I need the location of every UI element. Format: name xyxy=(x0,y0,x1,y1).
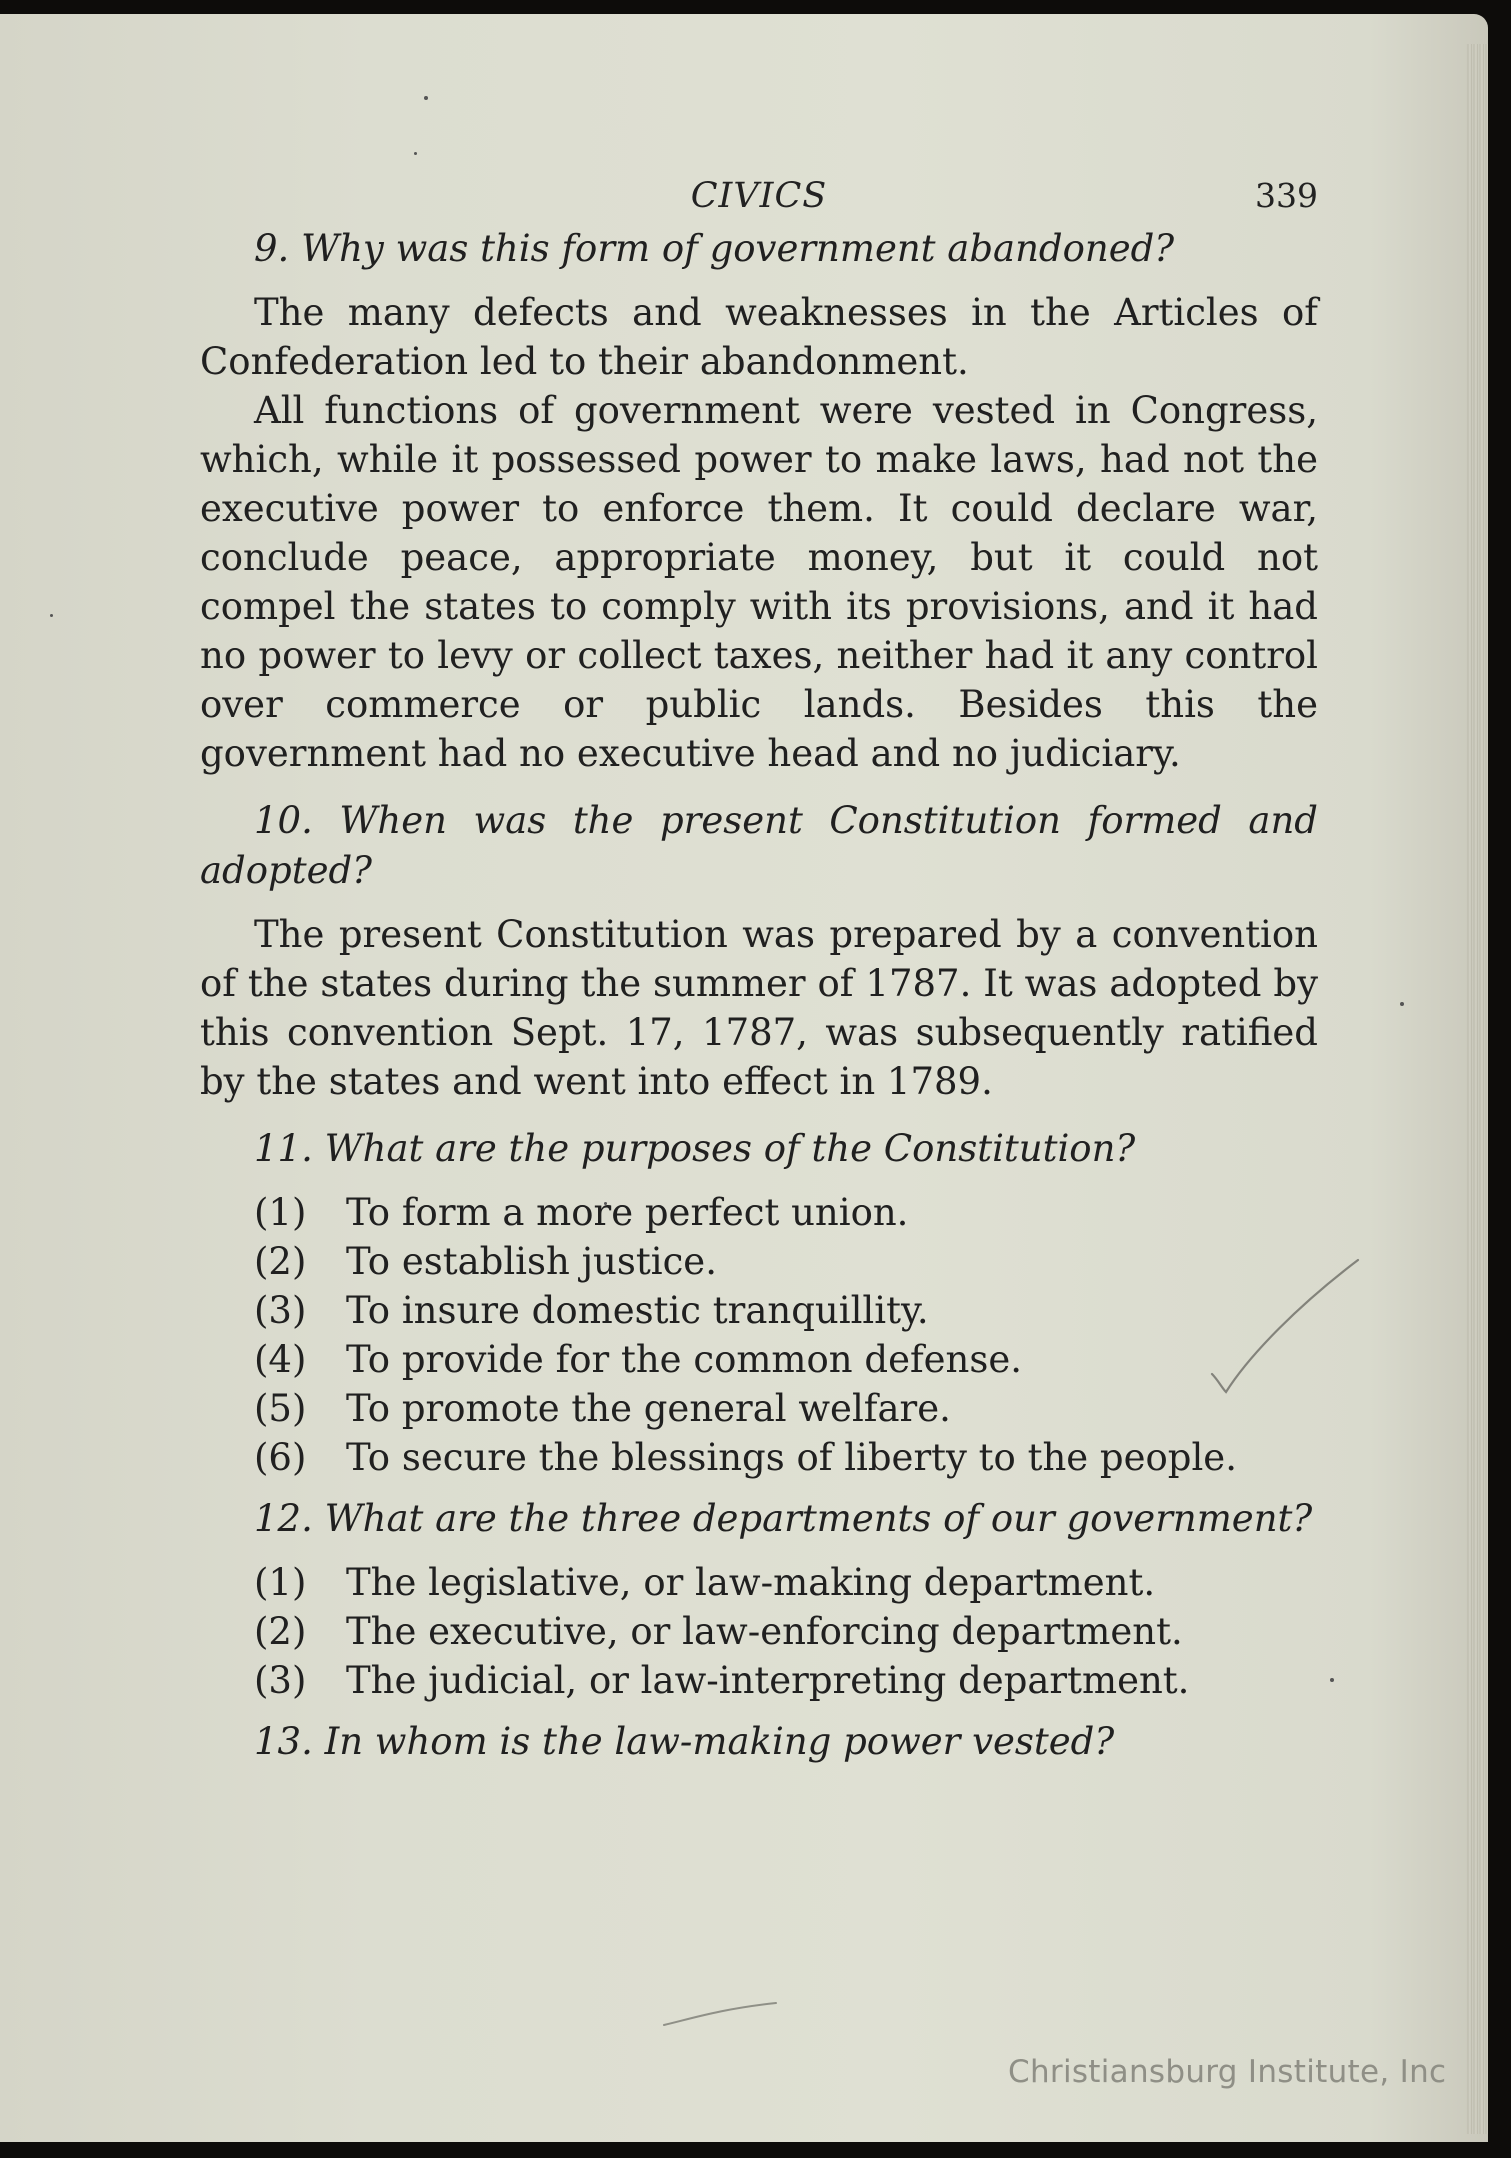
item-number: (3) xyxy=(254,1659,307,1702)
speck xyxy=(414,152,417,155)
item-number: (4) xyxy=(254,1338,307,1381)
list-item xyxy=(254,1335,1318,1384)
list-item xyxy=(254,1558,1318,1607)
question-10: 10. When was the present Constitution formed and adopted? xyxy=(200,799,1318,892)
answer-9-paragraph-2: All functions of government were vested in Congress, which, while it possessed power to make laws, had not the executive power to enforce them. It could declare war, conclude peace, appropriate money, but it could not compel the states to comply with its provisions, and it had no power to levy or collect taxes, neither had it any control over commerce or public lands. Besides this the government had no executive head and no judiciary. xyxy=(200,389,1318,775)
book-page xyxy=(0,14,1488,2142)
item-number: (6) xyxy=(254,1436,307,1479)
pencil-stroke-icon xyxy=(660,1999,780,2029)
item-number: (1) xyxy=(254,1561,307,1604)
purposes-list xyxy=(200,1188,1318,1482)
list-item xyxy=(254,1286,1318,1335)
page-content xyxy=(200,164,1318,1781)
speck xyxy=(1400,1002,1404,1006)
item-text: The judicial, or law-interpreting department. xyxy=(346,1659,1190,1702)
question-9: 9. Why was this form of government abandoned? xyxy=(254,227,1175,270)
item-text: To insure domestic tranquillity. xyxy=(346,1289,929,1332)
question-11: 11. What are the purposes of the Constitution? xyxy=(254,1127,1136,1170)
page-edge xyxy=(1466,44,1488,2134)
list-item xyxy=(254,1384,1318,1433)
question-12: 12. What are the three departments of our government? xyxy=(254,1497,1313,1540)
departments-list xyxy=(200,1558,1318,1705)
item-text: The executive, or law-enforcing department. xyxy=(346,1610,1183,1653)
item-number: (3) xyxy=(254,1289,307,1332)
item-text: To secure the blessings of liberty to the people. xyxy=(346,1436,1237,1479)
item-number: (2) xyxy=(254,1610,307,1653)
chapter-title: CIVICS xyxy=(690,176,828,216)
list-item xyxy=(254,1237,1318,1286)
list-item xyxy=(254,1607,1318,1656)
answer-10-paragraph-1: The present Constitution was prepared by a convention of the states during the summer of 1787. It was adopted by this convention Sept. 17, 1787, was subsequently ratified by the states and went into effect in 1789. xyxy=(200,913,1318,1103)
running-head xyxy=(200,164,1318,224)
item-number: (5) xyxy=(254,1387,307,1430)
item-text: The legislative, or law-making department. xyxy=(346,1561,1156,1604)
answer-9-paragraph-1: The many defects and weaknesses in the Articles of Confederation led to their abandonment. xyxy=(200,291,1318,383)
list-item xyxy=(254,1188,1318,1237)
speck xyxy=(424,96,428,100)
speck xyxy=(50,614,53,617)
list-item xyxy=(254,1433,1318,1482)
watermark: Christiansburg Institute, Inc xyxy=(1008,2054,1447,2090)
item-text: To establish justice. xyxy=(346,1240,717,1283)
speck xyxy=(1330,1678,1334,1682)
item-text: To provide for the common defense. xyxy=(346,1338,1023,1381)
question-13: 13. In whom is the law-making power vested? xyxy=(254,1720,1115,1763)
item-number: (2) xyxy=(254,1240,307,1283)
page-number: 339 xyxy=(1255,176,1318,215)
list-item xyxy=(254,1656,1318,1705)
item-text: To form a more perfect union. xyxy=(346,1191,909,1234)
item-number: (1) xyxy=(254,1191,307,1234)
item-text: To promote the general welfare. xyxy=(346,1387,951,1430)
pencil-check-mark-icon xyxy=(1210,1254,1360,1414)
